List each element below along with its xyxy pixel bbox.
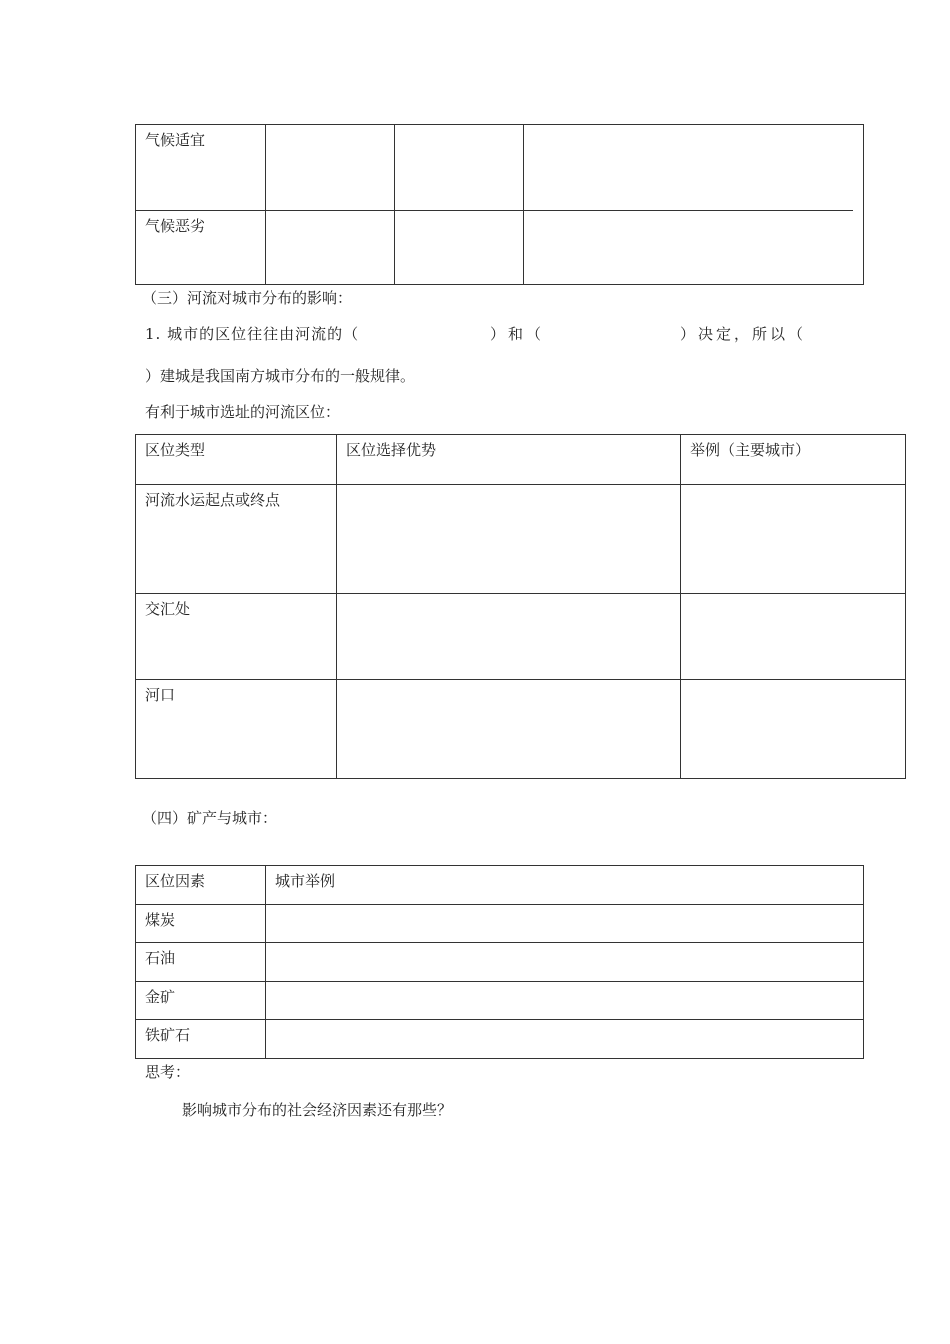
table-row [136, 982, 864, 1020]
table-cell [337, 485, 681, 594]
question-1-part2: ）和（ [490, 325, 545, 343]
thinking-label: 思考： [145, 1063, 191, 1081]
table-cell [337, 594, 681, 680]
table-cell [681, 594, 906, 680]
table-row [136, 943, 864, 982]
table-cell [266, 982, 864, 1020]
climate-row-label: 气候适宜 [136, 125, 266, 211]
row-label: 石油 [136, 943, 266, 982]
section-heading-river: （三）河流对城市分布的影响： [142, 289, 353, 307]
table-row [136, 1020, 864, 1059]
row-label: 河流水运起点或终点 [136, 485, 337, 594]
table-header-row [136, 866, 864, 905]
question-1-part3: ）决定，所以（ [680, 325, 807, 343]
table-cell [395, 125, 524, 211]
table-cell [266, 943, 864, 982]
table-header-row [136, 435, 906, 485]
table-cell [266, 905, 864, 943]
table-row [136, 594, 906, 680]
column-header: 城市举例 [266, 866, 864, 905]
table-row [136, 905, 864, 943]
table-cell [524, 125, 864, 285]
divider [523, 210, 853, 211]
row-label: 河口 [136, 680, 337, 779]
question-1-part1: 1. 城市的区位往往由河流的（ [145, 325, 360, 343]
table-cell [681, 485, 906, 594]
table-row [136, 485, 906, 594]
table-cell [266, 211, 395, 285]
river-subheading: 有利于城市选址的河流区位： [145, 403, 341, 421]
row-label: 铁矿石 [136, 1020, 266, 1059]
climate-table [135, 124, 864, 285]
table-row [136, 125, 864, 211]
table-row [136, 680, 906, 779]
table-cell [266, 1020, 864, 1059]
column-header: 区位因素 [136, 866, 266, 905]
climate-row-label: 气候恶劣 [136, 211, 266, 285]
table-cell [266, 125, 395, 211]
table-cell [337, 680, 681, 779]
column-header: 区位选择优势 [337, 435, 681, 485]
table-cell [681, 680, 906, 779]
question-1-line2: ）建城是我国南方城市分布的一般规律。 [145, 367, 416, 385]
row-label: 煤炭 [136, 905, 266, 943]
row-label: 交汇处 [136, 594, 337, 680]
thinking-question: 影响城市分布的社会经济因素还有那些？ [182, 1101, 453, 1119]
mineral-table [135, 865, 864, 1059]
row-label: 金矿 [136, 982, 266, 1020]
section-heading-mineral: （四）矿产与城市： [142, 809, 278, 827]
river-table [135, 434, 906, 779]
column-header: 举例（主要城市） [681, 435, 906, 485]
column-header: 区位类型 [136, 435, 337, 485]
table-cell [395, 211, 524, 285]
